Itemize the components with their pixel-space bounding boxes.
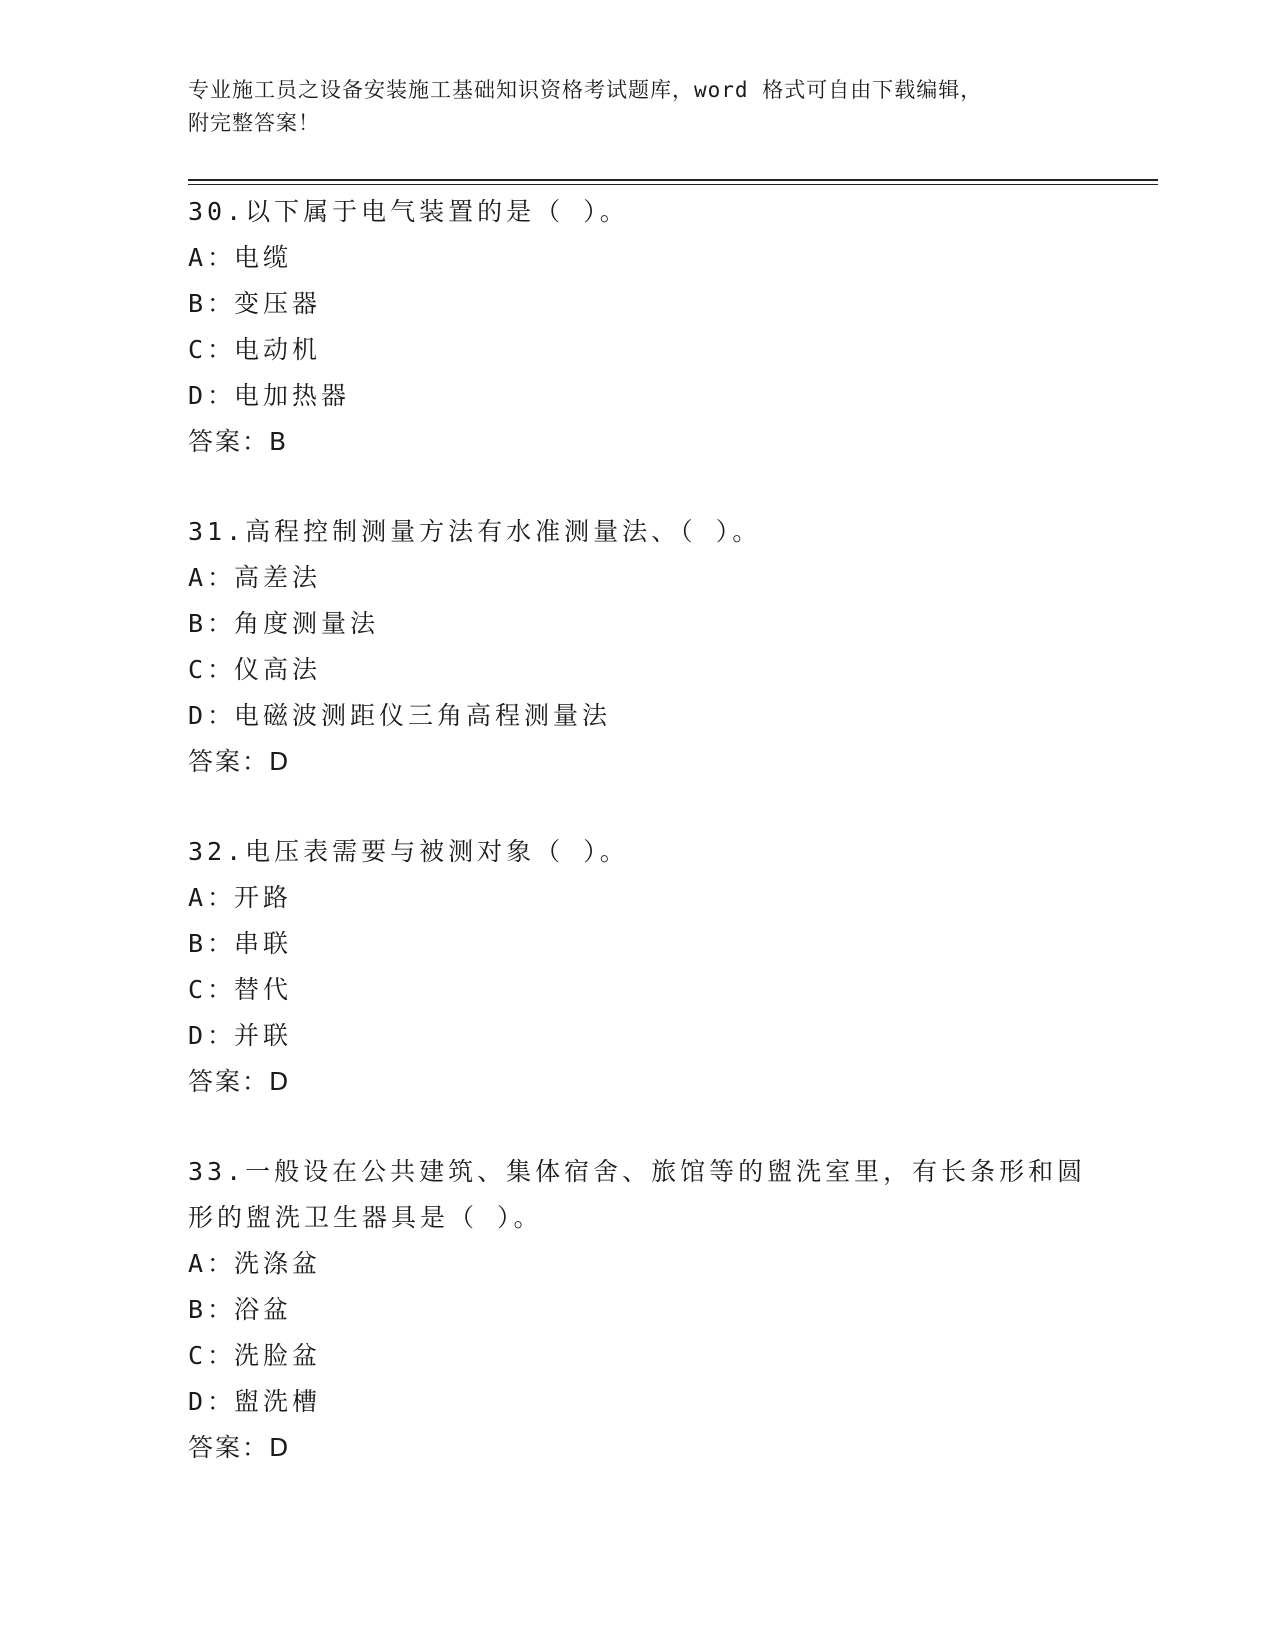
option-key: A：: [188, 243, 237, 272]
question-32: [188, 829, 1158, 1105]
question-stem: 33.一般设在公共建筑、集体宿舍、旅馆等的盥洗室里，有长条形和圆形的盥洗卫生器具是（ ）。: [188, 1157, 1087, 1232]
option-text: 浴盆: [234, 1295, 293, 1324]
question-30: [188, 189, 1158, 465]
header-line-1: 专业施工员之设备安装施工基础知识资格考试题库，word 格式可自由下载编辑，: [188, 78, 983, 102]
option-text: 电磁波测距仪三角高程测量法: [234, 701, 612, 730]
answer-value: B: [269, 427, 289, 456]
answer-line: [188, 1059, 1158, 1105]
option-key: B：: [188, 289, 237, 318]
answer-value: D: [269, 1067, 291, 1096]
question-stem: 32.电压表需要与被测对象（ ）。: [188, 837, 629, 866]
option-a: [188, 235, 1158, 281]
option-key: B：: [188, 929, 237, 958]
header-line-2: 附完整答案！: [188, 111, 320, 135]
option-text: 电缆: [234, 243, 293, 272]
option-a: [188, 555, 1158, 601]
option-key: A：: [188, 563, 237, 592]
option-c: [188, 967, 1158, 1013]
option-key: C：: [188, 655, 237, 684]
option-text: 电加热器: [234, 381, 351, 410]
option-a: [188, 1241, 1158, 1287]
option-text: 并联: [234, 1021, 293, 1050]
answer-line: [188, 419, 1158, 465]
option-text: 开路: [234, 883, 293, 912]
header-divider-thin: [188, 184, 1158, 185]
question-33: [188, 1149, 1158, 1471]
option-text: 串联: [234, 929, 293, 958]
option-b: [188, 1287, 1158, 1333]
answer-label: 答案：: [188, 1067, 270, 1096]
option-c: [188, 327, 1158, 373]
answer-value: D: [269, 1433, 291, 1462]
answer-label: 答案：: [188, 1433, 270, 1462]
option-text: 电动机: [234, 335, 322, 364]
option-d: [188, 373, 1158, 419]
option-key: D：: [188, 1021, 237, 1050]
option-key: D：: [188, 381, 237, 410]
option-text: 高差法: [234, 563, 322, 592]
question-31: [188, 509, 1158, 785]
option-key: D：: [188, 701, 237, 730]
option-text: 洗脸盆: [234, 1341, 322, 1370]
answer-line: [188, 1425, 1158, 1471]
option-text: 角度测量法: [234, 609, 380, 638]
option-key: C：: [188, 1341, 237, 1370]
option-key: A：: [188, 1249, 237, 1278]
answer-value: D: [269, 747, 291, 776]
question-stem: 30.以下属于电气装置的是（ ）。: [188, 197, 629, 226]
option-d: [188, 693, 1158, 739]
answer-line: [188, 739, 1158, 785]
option-b: [188, 601, 1158, 647]
option-key: A：: [188, 883, 237, 912]
option-d: [188, 1379, 1158, 1425]
option-text: 仪高法: [234, 655, 322, 684]
document-header: [188, 74, 1088, 140]
option-key: B：: [188, 1295, 237, 1324]
question-list: [188, 189, 1158, 1515]
option-key: B：: [188, 609, 237, 638]
option-key: C：: [188, 975, 237, 1004]
option-c: [188, 647, 1158, 693]
option-key: C：: [188, 335, 237, 364]
option-text: 替代: [234, 975, 293, 1004]
option-text: 盥洗槽: [234, 1387, 322, 1416]
header-divider-thick: [188, 179, 1158, 181]
answer-label: 答案：: [188, 747, 270, 776]
option-key: D：: [188, 1387, 237, 1416]
option-text: 变压器: [234, 289, 322, 318]
answer-label: 答案：: [188, 427, 270, 456]
option-d: [188, 1013, 1158, 1059]
option-text: 洗涤盆: [234, 1249, 322, 1278]
option-c: [188, 1333, 1158, 1379]
option-a: [188, 875, 1158, 921]
question-stem: 31.高程控制测量方法有水准测量法、（ ）。: [188, 517, 762, 546]
option-b: [188, 281, 1158, 327]
option-b: [188, 921, 1158, 967]
